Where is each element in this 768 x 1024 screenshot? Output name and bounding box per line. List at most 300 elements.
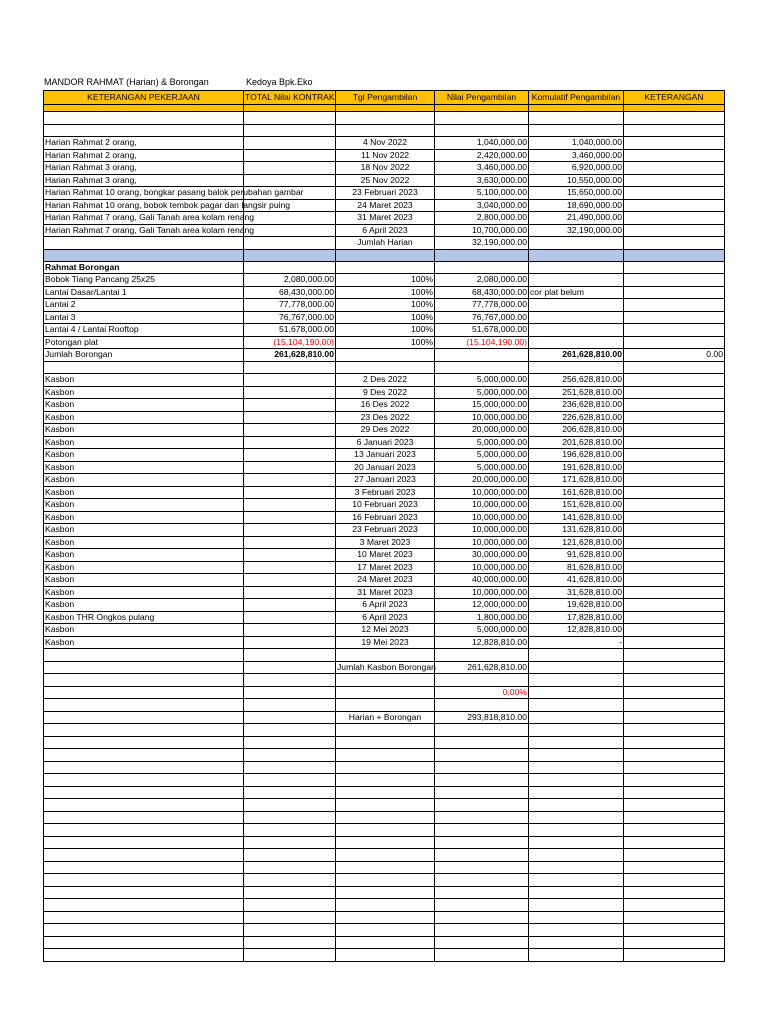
cell-value[interactable]: 5,000,000.00 [435,374,529,387]
cell-cumulative[interactable]: 141,628,810.00 [529,511,624,524]
cell-date[interactable]: 3 Maret 2023 [336,536,435,549]
cell-date[interactable]: 31 Maret 2023 [336,586,435,599]
cell-date[interactable]: 23 Des 2022 [336,411,435,424]
cell-value[interactable] [435,911,529,924]
cell-cumulative[interactable]: 81,628,810.00 [529,561,624,574]
cell-cumulative[interactable] [529,849,624,862]
cell-value[interactable] [435,949,529,962]
cell-total-contract[interactable] [244,636,336,649]
cell-date[interactable]: 4 Nov 2022 [336,137,435,150]
cell-total-contract[interactable] [244,549,336,562]
cell-desc[interactable]: Kasbon [44,536,244,549]
cell-desc[interactable]: Potongan plat [44,336,244,349]
cell-date[interactable]: 11 Nov 2022 [336,149,435,162]
cell-date[interactable]: 23 Februari 2023 [336,524,435,537]
cell-date[interactable] [336,874,435,887]
cell-total-contract[interactable] [244,736,336,749]
col-header-total-nilai-kontrak[interactable]: TOTAL Nilai KONTRAK [244,91,336,105]
cell-date[interactable]: 25 Nov 2022 [336,174,435,187]
cell-cumulative[interactable]: 21,490,000.00 [529,212,624,225]
cell-value[interactable] [435,836,529,849]
cell-total-contract[interactable] [244,261,336,274]
cell-note[interactable] [624,761,725,774]
cell-note[interactable]: cor plat belum [529,286,624,299]
cell-note[interactable] [624,411,725,424]
cell-note[interactable] [624,736,725,749]
cell-desc[interactable] [44,686,244,699]
cell-desc[interactable] [44,711,244,724]
cell-cumulative[interactable] [529,936,624,949]
cell-value[interactable] [435,874,529,887]
cell-total-contract[interactable] [244,911,336,924]
cell-total-contract[interactable] [244,105,336,112]
cell-desc[interactable] [44,649,244,662]
cell-note[interactable] [624,174,725,187]
kasbon-total-value[interactable]: 261,628,810.00 [435,661,529,674]
cell-note[interactable] [624,911,725,924]
cell-value[interactable]: (15,104,190.00) [435,336,529,349]
cell-desc[interactable] [44,786,244,799]
cell-date[interactable] [336,911,435,924]
cell-value[interactable] [435,861,529,874]
cell-note[interactable] [624,274,725,287]
cell-date[interactable]: 16 Des 2022 [336,399,435,412]
cell-total-contract[interactable] [244,711,336,724]
cell-value[interactable] [435,811,529,824]
cell-total-contract[interactable] [244,724,336,737]
cell-total-contract[interactable] [244,212,336,225]
cell-cumulative[interactable]: 18,690,000.00 [529,199,624,212]
cell-note[interactable] [624,374,725,387]
cell-value[interactable]: 5,000,000.00 [435,449,529,462]
cell-cumulative[interactable]: 3,460,000.00 [529,149,624,162]
cell-value[interactable]: 2,080,000.00 [435,274,529,287]
harian-total-value[interactable]: 32,190,000.00 [435,237,529,250]
cell-cumulative[interactable] [529,899,624,912]
cell-note[interactable] [624,311,725,324]
cell-note[interactable] [624,187,725,200]
cell-total-contract[interactable] [244,224,336,237]
cell-total-contract[interactable] [244,624,336,637]
cell-total-contract[interactable] [244,811,336,824]
cell-desc[interactable]: Kasbon [44,599,244,612]
cell-desc[interactable]: Kasbon [44,374,244,387]
cell-date[interactable] [336,761,435,774]
cell-value[interactable] [435,924,529,937]
cell-value[interactable] [435,824,529,837]
col-header-keterangan-pekerjaan[interactable]: KETERANGAN PEKERJAAN [44,91,244,105]
cell-note[interactable] [624,674,725,687]
cell-desc[interactable]: Harian Rahmat 10 orang, bongkar pasang balok perubahan gambar [45,187,304,198]
cell-note[interactable] [624,299,725,312]
cell-cumulative[interactable] [529,711,624,724]
cell-value[interactable]: 10,000,000.00 [435,511,529,524]
cell-cumulative[interactable]: 151,628,810.00 [529,499,624,512]
cell-total-contract[interactable] [244,799,336,812]
cell-note[interactable] [529,299,624,312]
borongan-title[interactable]: Rahmat Borongan [44,261,244,274]
cell-total-contract[interactable] [244,524,336,537]
cell-total-contract[interactable] [244,836,336,849]
cell-percent[interactable]: 100% [336,324,435,337]
cell-cumulative[interactable] [529,824,624,837]
cell-desc[interactable]: Kasbon [44,586,244,599]
cell-desc[interactable]: Kasbon [44,474,244,487]
cell-date[interactable] [336,699,435,712]
cell-value[interactable] [435,799,529,812]
cell-date[interactable]: 17 Maret 2023 [336,561,435,574]
borongan-total-note[interactable]: 0.00 [624,349,725,362]
cell-cumulative[interactable]: 10,550,000.00 [529,174,624,187]
cell-cumulative[interactable] [529,799,624,812]
cell-note[interactable] [624,774,725,787]
cell-desc[interactable] [44,911,244,924]
cell-desc[interactable] [44,899,244,912]
cell-date[interactable]: 6 April 2023 [336,599,435,612]
cell-value[interactable]: 1,040,000.00 [435,137,529,150]
cell-cumulative[interactable] [529,124,624,137]
cell-note[interactable] [624,324,725,337]
cell-value[interactable]: 68,430,000.00 [435,286,529,299]
cell-total-contract[interactable] [244,749,336,762]
cell-note[interactable] [624,112,725,125]
cell-date[interactable]: 31 Maret 2023 [336,212,435,225]
cell-note[interactable] [624,461,725,474]
cell-value[interactable] [435,649,529,662]
cell-date[interactable] [336,105,435,112]
cell-desc[interactable] [44,936,244,949]
cell-date[interactable] [336,649,435,662]
cell-note[interactable] [624,924,725,937]
cell-value[interactable] [435,736,529,749]
cell-desc[interactable]: Bobok Tiang Pancang 25x25 [44,274,244,287]
cell-cumulative[interactable]: 236,628,810.00 [529,399,624,412]
cell-total-contract[interactable] [244,899,336,912]
cell-value[interactable]: 5,000,000.00 [435,386,529,399]
cell-note[interactable] [624,524,725,537]
cell-note[interactable] [624,486,725,499]
cell-cumulative[interactable]: 17,828,810.00 [529,611,624,624]
cell-cumulative[interactable] [529,112,624,125]
cell-value[interactable] [435,761,529,774]
cell-desc[interactable]: Harian Rahmat 2 orang, [44,137,244,150]
cell-value[interactable]: 10,000,000.00 [435,561,529,574]
cell-total-contract[interactable]: (15,104,190.00) [244,336,336,349]
cell-desc[interactable]: Kasbon [44,424,244,437]
cell-cumulative[interactable] [529,811,624,824]
cell-note[interactable] [624,105,725,112]
cell-value[interactable] [435,786,529,799]
cell-desc[interactable] [44,105,244,112]
cell-cumulative[interactable] [529,924,624,937]
cell-cumulative[interactable] [529,749,624,762]
cell-cumulative[interactable]: 12,828,810.00 [529,624,624,637]
cell-percent[interactable]: 100% [336,299,435,312]
cell-value[interactable]: 77,778,000.00 [435,299,529,312]
cell-desc[interactable]: Kasbon [44,574,244,587]
cell-note[interactable] [624,611,725,624]
cell-note[interactable] [624,549,725,562]
cell-total-contract[interactable] [244,774,336,787]
cell-desc[interactable]: Kasbon [44,624,244,637]
cell-value[interactable]: 3,040,000.00 [435,199,529,212]
cell-desc[interactable]: Kasbon [44,386,244,399]
cell-date[interactable]: 24 Maret 2023 [336,574,435,587]
cell-note[interactable] [624,599,725,612]
cell-note[interactable] [624,149,725,162]
cell-date[interactable]: 23 Februari 2023 [336,187,435,200]
cell-value[interactable] [435,349,529,362]
cell-note[interactable] [624,749,725,762]
cell-value[interactable] [435,936,529,949]
percent-value[interactable]: 0.00% [435,686,529,699]
cell-cumulative[interactable] [529,261,624,274]
cell-note[interactable] [624,699,725,712]
cell-desc[interactable] [44,736,244,749]
cell-cumulative[interactable]: 196,628,810.00 [529,449,624,462]
cell-note[interactable] [624,499,725,512]
cell-desc[interactable]: Lantai 2 [44,299,244,312]
borongan-total-label[interactable]: Jumlah Borongan [44,349,244,362]
cell-total-contract[interactable]: 76,767,000.00 [244,311,336,324]
cell-date[interactable]: 9 Des 2022 [336,386,435,399]
cell-desc[interactable]: Harian Rahmat 3 orang, [44,162,244,175]
cell-desc[interactable] [44,237,244,250]
cell-note[interactable] [624,212,725,225]
cell-note[interactable] [624,661,725,674]
cell-note[interactable] [624,536,725,549]
cell-desc[interactable]: Lantai 4 / Lantai Rooftop [44,324,244,337]
cell-date[interactable]: 18 Nov 2022 [336,162,435,175]
cell-total-contract[interactable] [244,424,336,437]
cell-percent[interactable]: 100% [336,336,435,349]
cell-cumulative[interactable] [529,649,624,662]
cell-note[interactable] [624,424,725,437]
cell-desc[interactable]: Kasbon [44,411,244,424]
cell-total-contract[interactable] [244,599,336,612]
cell-date[interactable] [336,349,435,362]
cell-date[interactable]: 13 Januari 2023 [336,449,435,462]
cell-cumulative[interactable] [529,674,624,687]
cell-desc[interactable]: Kasbon [44,524,244,537]
cell-total-contract[interactable] [244,874,336,887]
cell-date[interactable] [336,774,435,787]
cell-date[interactable] [336,786,435,799]
cell-note[interactable] [624,861,725,874]
cell-total-contract[interactable]: 68,430,000.00 [244,286,336,299]
cell-value[interactable]: 10,000,000.00 [435,586,529,599]
cell-value[interactable]: 10,000,000.00 [435,524,529,537]
cell-value[interactable]: 20,000,000.00 [435,424,529,437]
cell-desc[interactable] [44,824,244,837]
cell-date[interactable]: 10 Maret 2023 [336,549,435,562]
cell-value[interactable] [435,886,529,899]
cell-value[interactable]: 5,000,000.00 [435,436,529,449]
col-header-tgl-pengambilan[interactable]: Tgl Pengambilan [336,91,435,105]
cell-desc[interactable]: Kasbon [44,561,244,574]
cell-cumulative[interactable]: 15,650,000.00 [529,187,624,200]
cell-cumulative[interactable] [529,237,624,250]
cell-value[interactable]: 3,460,000.00 [435,162,529,175]
cell-value[interactable] [435,849,529,862]
cell-value[interactable] [435,774,529,787]
cell-date[interactable] [336,124,435,137]
cell-date[interactable]: 19 Mei 2023 [336,636,435,649]
cell-total-contract[interactable] [244,174,336,187]
cell-cumulative[interactable] [529,761,624,774]
cell-total-contract[interactable] [244,112,336,125]
cell-total-contract[interactable] [244,949,336,962]
cell-desc[interactable] [44,112,244,125]
cell-desc[interactable] [44,761,244,774]
cell-note[interactable] [529,324,624,337]
cell-total-contract[interactable] [244,936,336,949]
cell-total-contract[interactable] [244,461,336,474]
cell-cumulative[interactable]: - [529,636,624,649]
cell-desc[interactable]: Kasbon [44,449,244,462]
cell-cumulative[interactable] [529,949,624,962]
cell-note[interactable] [624,949,725,962]
cell-note[interactable] [624,199,725,212]
cell-date[interactable] [336,811,435,824]
cell-date[interactable] [336,674,435,687]
cell-percent[interactable]: 100% [336,311,435,324]
cell-note[interactable] [624,336,725,349]
col-header-komulatif-pengambilan[interactable]: Komulatif Pengambilan [529,91,624,105]
cell-date[interactable] [336,849,435,862]
cell-total-contract[interactable] [244,761,336,774]
cell-desc[interactable] [44,699,244,712]
cell-note[interactable] [624,574,725,587]
cell-total-contract[interactable] [244,249,336,261]
cell-note[interactable] [624,361,725,374]
cell-note[interactable] [624,162,725,175]
cell-cumulative[interactable]: 32,190,000.00 [529,224,624,237]
cell-cumulative[interactable]: 6,920,000.00 [529,162,624,175]
cell-percent[interactable]: 100% [336,286,435,299]
cell-note[interactable] [624,286,725,299]
cell-cumulative[interactable] [529,886,624,899]
cell-note[interactable] [624,124,725,137]
cell-note[interactable] [624,786,725,799]
cell-note[interactable] [529,274,624,287]
cell-desc[interactable]: Kasbon THR Ongkos pulang [44,611,244,624]
cell-cumulative[interactable] [529,249,624,261]
kasbon-total-label[interactable]: Jumlah Kasbon Borongan [337,661,436,672]
col-header-keterangan[interactable]: KETERANGAN [624,91,725,105]
cell-desc[interactable] [44,836,244,849]
cell-note[interactable] [624,624,725,637]
cell-value[interactable]: 5,000,000.00 [435,461,529,474]
cell-date[interactable] [336,799,435,812]
cell-note[interactable] [624,511,725,524]
cell-total-contract[interactable]: 51,678,000.00 [244,324,336,337]
cell-cumulative[interactable]: 171,628,810.00 [529,474,624,487]
cell-total-contract[interactable] [244,486,336,499]
cell-value[interactable] [435,249,529,261]
cell-total-contract[interactable]: 77,778,000.00 [244,299,336,312]
cell-total-contract[interactable] [244,786,336,799]
cell-date[interactable] [336,899,435,912]
cell-note[interactable] [529,311,624,324]
cell-cumulative[interactable] [529,724,624,737]
cell-cumulative[interactable] [529,861,624,874]
cell-note[interactable] [624,137,725,150]
cell-note[interactable] [624,899,725,912]
cell-value[interactable]: 3,630,000.00 [435,174,529,187]
cell-cumulative[interactable] [529,661,624,674]
cell-date[interactable]: 10 Februari 2023 [336,499,435,512]
cell-cumulative[interactable]: 256,628,810.00 [529,374,624,387]
cell-total-contract[interactable] [244,611,336,624]
cell-date[interactable]: 24 Maret 2023 [336,199,435,212]
cell-note[interactable] [624,474,725,487]
cell-desc[interactable]: Harian Rahmat 3 orang, [44,174,244,187]
cell-date[interactable] [336,361,435,374]
cell-cumulative[interactable]: 191,628,810.00 [529,461,624,474]
cell-total-contract[interactable] [244,824,336,837]
cell-total-contract[interactable] [244,499,336,512]
cell-date[interactable] [336,836,435,849]
cell-desc[interactable] [44,361,244,374]
cell-note[interactable] [624,686,725,699]
cell-date[interactable]: 12 Mei 2023 [336,624,435,637]
cell-cumulative[interactable]: 121,628,810.00 [529,536,624,549]
cell-desc[interactable]: Kasbon [44,549,244,562]
cell-total-contract[interactable] [244,137,336,150]
cell-date[interactable]: 29 Des 2022 [336,424,435,437]
cell-desc[interactable]: Kasbon [44,461,244,474]
cell-note[interactable] [624,586,725,599]
cell-value[interactable]: 12,828,810.00 [435,636,529,649]
cell-value[interactable]: 10,000,000.00 [435,411,529,424]
cell-desc[interactable] [44,924,244,937]
cell-date[interactable] [336,686,435,699]
cell-total-contract[interactable] [244,474,336,487]
cell-date[interactable] [336,936,435,949]
borongan-total-amount[interactable]: 261,628,810.00 [244,349,336,362]
cell-total-contract[interactable]: 2,080,000.00 [244,274,336,287]
cell-cumulative[interactable] [529,699,624,712]
cell-value[interactable] [435,105,529,112]
cell-value[interactable] [435,699,529,712]
cell-cumulative[interactable] [529,786,624,799]
cell-value[interactable]: 40,000,000.00 [435,574,529,587]
cell-desc[interactable]: Kasbon [44,636,244,649]
cell-note[interactable] [624,249,725,261]
cell-cumulative[interactable]: 19,628,810.00 [529,599,624,612]
cell-desc[interactable]: Kasbon [44,486,244,499]
cell-note[interactable] [624,386,725,399]
cell-desc[interactable]: Kasbon [44,511,244,524]
cell-total-contract[interactable] [244,686,336,699]
cell-date[interactable]: 16 Februari 2023 [336,511,435,524]
cell-total-contract[interactable] [244,924,336,937]
cell-total-contract[interactable] [244,886,336,899]
cell-total-contract[interactable] [244,449,336,462]
cell-value[interactable]: 5,100,000.00 [435,187,529,200]
cell-date[interactable]: 6 Januari 2023 [336,436,435,449]
cell-cumulative[interactable]: 206,628,810.00 [529,424,624,437]
cell-cumulative[interactable]: 161,628,810.00 [529,486,624,499]
cell-value[interactable] [435,899,529,912]
cell-total-contract[interactable] [244,149,336,162]
cell-date[interactable]: 6 April 2023 [336,611,435,624]
cell-total-contract[interactable] [244,411,336,424]
cell-date[interactable] [336,924,435,937]
cell-date[interactable] [336,949,435,962]
cell-cumulative[interactable] [529,686,624,699]
